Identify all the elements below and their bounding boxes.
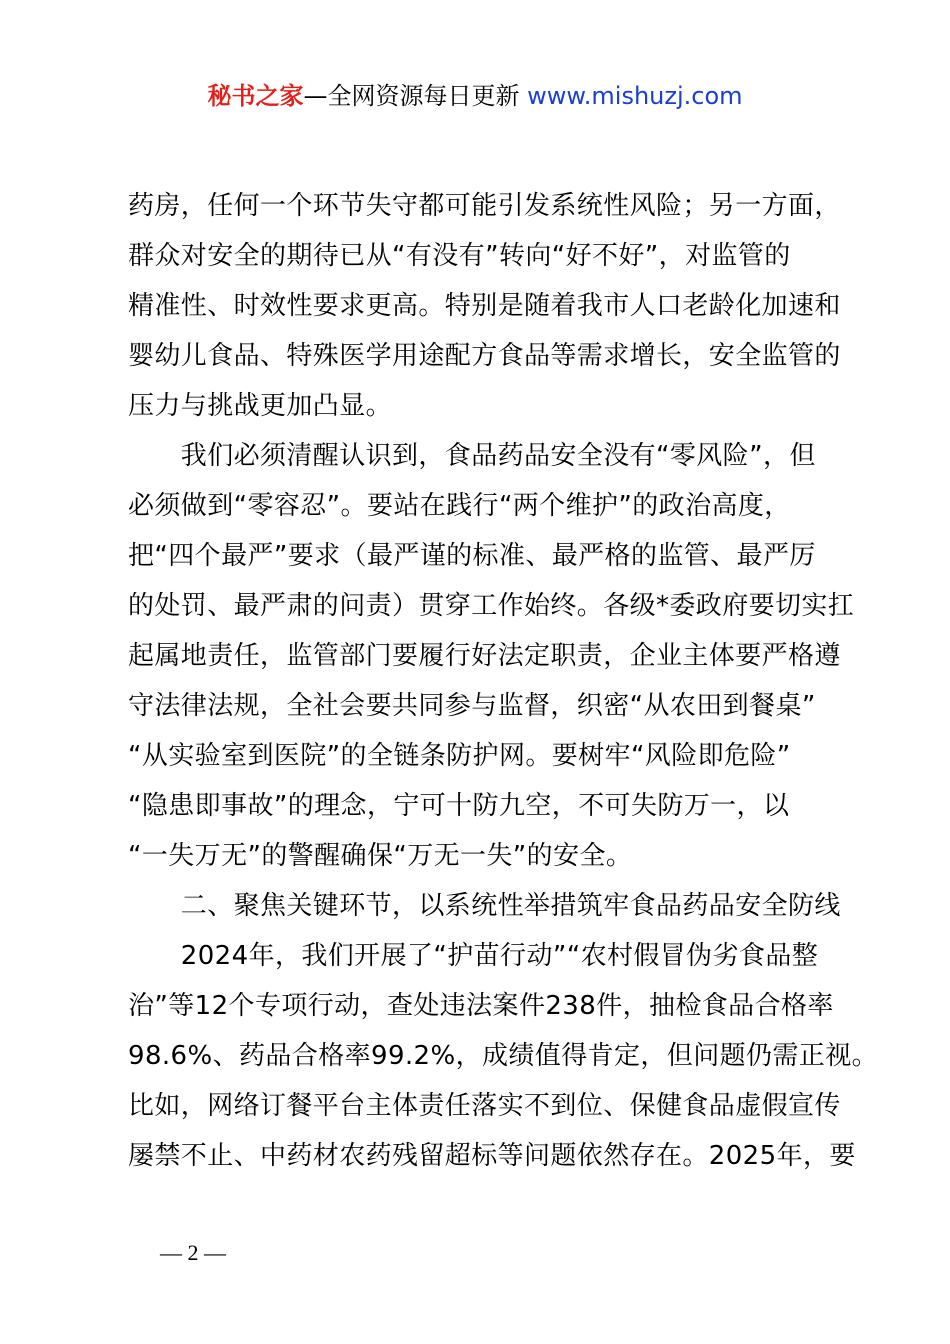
- text-line: 药房，任何一个环节失守都可能引发系统性风险；另一方面，: [128, 191, 841, 221]
- text-line: 群众对安全的期待已从“有没有”转向“好不好”，对监管的: [128, 241, 791, 271]
- document-body: [128, 181, 878, 1181]
- site-brand: 秘书之家: [207, 82, 304, 110]
- text-line: 守法律法规，全社会要共同参与监督，织密“从农田到餐桌”: [128, 691, 816, 721]
- text-line: 压力与挑战更加凸显。: [128, 391, 393, 421]
- text-line: 起属地责任，监管部门要履行好法定职责，企业主体要严格遵: [128, 641, 841, 671]
- section-heading: 二、聚焦关键环节，以系统性举措筑牢食品药品安全防线: [128, 891, 841, 921]
- site-header: [0, 80, 950, 112]
- text-line: 必须做到“零容忍”。要站在践行“两个维护”的政治高度，: [128, 491, 791, 521]
- text-line: 的处罚、最严肃的问责）贯穿工作始终。各级*委政府要切实扛: [128, 591, 855, 621]
- text-line: 98.6%、药品合格率99.2%，成绩值得肯定，但问题仍需正视。: [128, 1041, 878, 1071]
- text-line: “隐患即事故”的理念，宁可十防九空，不可失防万一，以: [128, 791, 790, 821]
- text-line: 2024年，我们开展了“护苗行动”“农村假冒伪劣食品整: [128, 941, 819, 971]
- site-slogan: —全网资源每日更新: [303, 82, 520, 110]
- site-url-link[interactable]: www.mishuzj.com: [527, 82, 743, 110]
- text-line: 婴幼儿食品、特殊医学用途配方食品等需求增长，安全监管的: [128, 341, 841, 371]
- text-line: 我们必须清醒认识到，食品药品安全没有“零风险”，但: [128, 441, 816, 471]
- text-line: 精准性、时效性要求更高。特别是随着我市人口老龄化加速和: [128, 291, 841, 321]
- text-line: 比如，网络订餐平台主体责任落实不到位、保健食品虚假宣传: [128, 1091, 841, 1121]
- text-line: “从实验室到医院”的全链条防护网。要树牢“风险即危险”: [128, 741, 791, 771]
- text-line: 把“四个最严”要求（最严谨的标准、最严格的监管、最严厉: [128, 541, 816, 571]
- text-line: 屡禁不止、中药材农药残留超标等问题依然存在。2025年，要: [128, 1141, 856, 1171]
- text-line: 治”等12个专项行动，查处违法案件238件，抽检食品合格率: [128, 991, 834, 1021]
- page-number: — 2 —: [160, 1240, 226, 1265]
- text-line: “一失万无”的警醒确保“万无一失”的安全。: [128, 841, 633, 871]
